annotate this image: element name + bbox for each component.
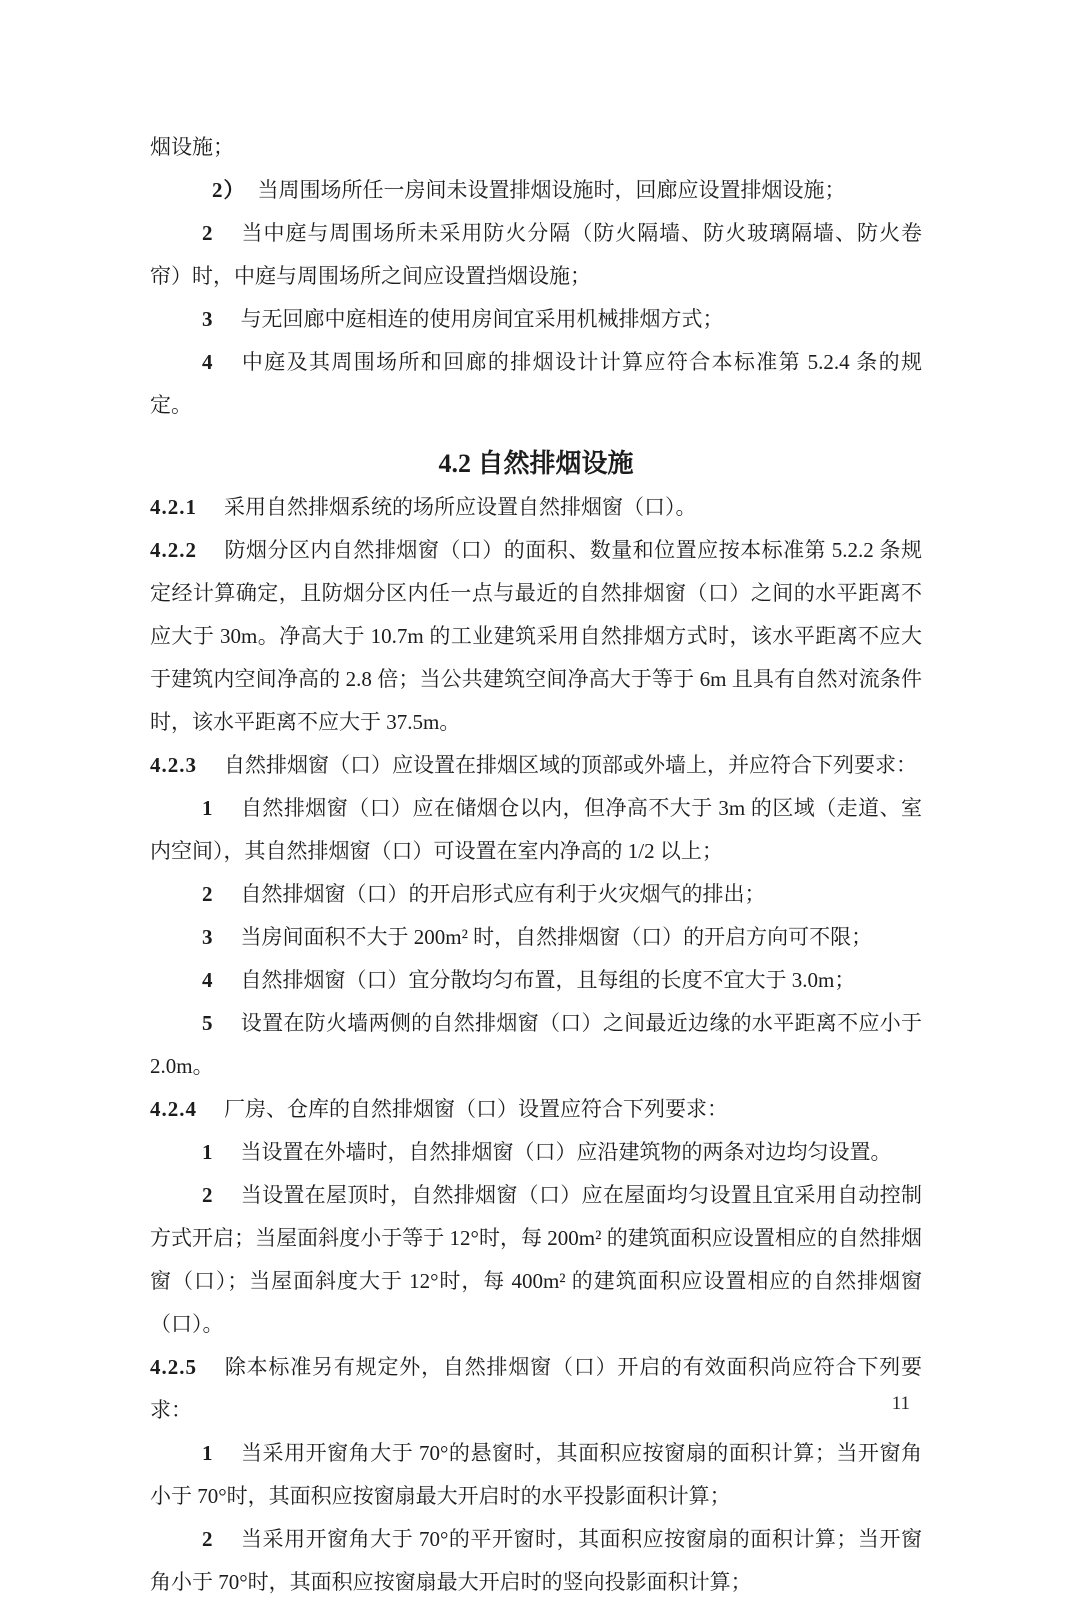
clause-number: 1 <box>202 796 214 820</box>
page-number: 11 <box>891 1393 910 1414</box>
paragraph <box>150 1002 922 1088</box>
paragraph <box>150 486 922 529</box>
paragraph <box>150 212 922 298</box>
clause-number: 3 <box>202 925 214 949</box>
clause-number: 1 <box>202 1140 214 1164</box>
paragraph-text: 当采用开窗角大于 70°的平开窗时，其面积应按窗扇的面积计算；当开窗角小于 70°时，其面积应按窗扇最大开启时的竖向投影面积计算； <box>150 1527 922 1594</box>
paragraph-text: 当周围场所任一房间未设置排烟设施时，回廊应设置排烟设施； <box>257 178 846 202</box>
paragraph-text: 当设置在外墙时，自然排烟窗（口）应沿建筑物的两条对边均匀设置。 <box>240 1140 892 1164</box>
paragraph <box>150 1518 922 1604</box>
paragraph <box>150 1088 922 1131</box>
paragraph-text: 设置在防火墙两侧的自然排烟窗（口）之间最近边缘的水平距离不应小于 2.0m。 <box>150 1011 922 1078</box>
document-body <box>150 126 922 1604</box>
clause-number: 2 <box>202 882 214 906</box>
paragraph-text: 中庭及其周围场所和回廊的排烟设计计算应符合本标准第 5.2.4 条的规定。 <box>150 350 922 417</box>
clause-number: 2 <box>202 1527 214 1551</box>
paragraph-text: 当采用开窗角大于 70°的悬窗时，其面积应按窗扇的面积计算；当开窗角小于 70°时，其面积应按窗扇最大开启时的水平投影面积计算； <box>150 1441 922 1508</box>
clause-number: 4 <box>202 968 214 992</box>
paragraph-text: 自然排烟窗（口）应在储烟仓以内，但净高不大于 3m 的区域（走道、室内空间），其自然排烟窗（口）可设置在室内净高的 1/2 以上； <box>150 796 922 863</box>
clause-number: 4.2.5 <box>150 1355 197 1379</box>
paragraph-text: 烟设施； <box>150 135 234 159</box>
clause-number: 3 <box>202 307 214 331</box>
paragraph <box>150 873 922 916</box>
paragraph <box>150 787 922 873</box>
paragraph <box>150 1174 922 1346</box>
paragraph <box>150 959 922 1002</box>
clause-number: 2） <box>212 178 246 202</box>
clause-number: 4.2.1 <box>150 495 197 519</box>
paragraph-text: 自然排烟窗（口）宜分散均匀布置，且每组的长度不宜大于 3.0m； <box>240 968 856 992</box>
paragraph-text: 当中庭与周围场所未采用防火分隔（防火隔墙、防火玻璃隔墙、防火卷帘）时，中庭与周围场所之间应设置挡烟设施； <box>150 221 922 288</box>
paragraph <box>150 529 922 744</box>
paragraph <box>150 916 922 959</box>
paragraph-text: 采用自然排烟系统的场所应设置自然排烟窗（口）。 <box>224 495 697 519</box>
paragraph <box>150 126 922 169</box>
paragraph <box>150 1131 922 1174</box>
clause-number: 4.2.4 <box>150 1097 197 1121</box>
paragraph-text: 防烟分区内自然排烟窗（口）的面积、数量和位置应按本标准第 5.2.2 条规定经计算确定，且防烟分区内任一点与最近的自然排烟窗（口）之间的水平距离不应大于 30m。净高大于 10.7m 的工业建筑采用自然排烟方式时，该水平距离不应大于建筑内空间净高的 2.8 倍；当公共建筑空间净高大于等于 6m 且具有自然对流条件时，该水平距离不应大于 37.5m。 <box>150 538 922 734</box>
paragraph <box>150 341 922 427</box>
section-heading: 4.2 自然排烟设施 <box>438 449 634 478</box>
paragraph-text: 除本标准另有规定外，自然排烟窗（口）开启的有效面积尚应符合下列要求： <box>150 1355 922 1422</box>
clause-number: 1 <box>202 1441 214 1465</box>
clause-number: 2 <box>202 1183 214 1207</box>
paragraph-text: 当设置在屋顶时，自然排烟窗（口）应在屋面均匀设置且宜采用自动控制方式开启；当屋面斜度小于等于 12°时，每 200m² 的建筑面积应设置相应的自然排烟窗（口）；当屋面斜度大于 12°时，每 400m² 的建筑面积应设置相应的自然排烟窗（口）。 <box>150 1183 922 1336</box>
paragraph <box>150 169 922 212</box>
paragraph-text: 与无回廊中庭相连的使用房间宜采用机械排烟方式； <box>240 307 724 331</box>
paragraph-text: 厂房、仓库的自然排烟窗（口）设置应符合下列要求： <box>224 1097 728 1121</box>
paragraph-text: 自然排烟窗（口）的开启形式应有利于火灾烟气的排出； <box>240 882 766 906</box>
clause-number: 2 <box>202 221 214 245</box>
paragraph <box>150 1346 922 1432</box>
clause-number: 5 <box>202 1011 214 1035</box>
clause-number: 4.2.2 <box>150 538 197 562</box>
paragraph-text: 自然排烟窗（口）应设置在排烟区域的顶部或外墙上，并应符合下列要求： <box>224 753 917 777</box>
paragraph <box>150 744 922 787</box>
clause-number: 4.2.3 <box>150 753 197 777</box>
paragraph <box>150 298 922 341</box>
paragraph <box>150 1432 922 1518</box>
clause-number: 4 <box>202 350 214 374</box>
paragraph-text: 当房间面积不大于 200m² 时，自然排烟窗（口）的开启方向可不限； <box>240 925 873 949</box>
